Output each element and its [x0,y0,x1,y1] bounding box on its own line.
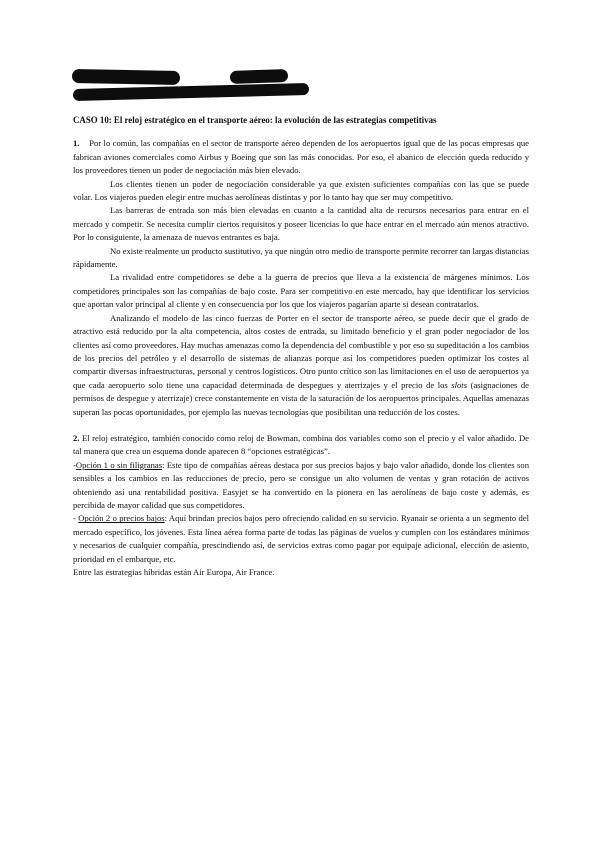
section2-intro-text: El reloj estratégico, también conocido como reloj de Bowman, combina dos variables como son el precio y el valor añadido. De tal manera que crea un esquema donde aparecen 8 “opciones estratégicas”. [73,432,529,457]
option1-paragraph [73,459,529,513]
hybrid-strategies-line: Entre las estrategias híbridas están Air Europa, Air France. [73,567,275,577]
option2-prefix: - [73,513,79,524]
option2-paragraph [73,512,529,566]
section1-paragraph1 [73,137,529,177]
section2-intro [73,432,529,459]
section1-paragraph6 [73,312,529,419]
redacted-course-block [73,83,309,101]
section1-paragraph5: La rivalidad entre competidores se debe a la guerra de precios que lleva a la existencia de márgenes mínimos. Los competidores principales son las compañías de bajo coste. Para ser competitivo en este mercado, hay que identificar los servicios que aportan valor principal al cliente y en consecuencia por los que los viajeros pagarían aparte si desean contratarlos. [73,272,529,310]
section-gap [73,419,529,432]
document-body [73,114,529,579]
redacted-name-block [72,69,180,85]
section1-p6-text-a: Analizando el modelo de las cinco fuerzas de Porter en el sector de transporte aéreo, se puede decir que el grado de atractivo está reducido por la alta competencia, altos costes de entrada, su limitado beneficio y el gran poder negociador de los clientes así como proveedores. Hay muchas amenazas como la dependencia del combustible y por eso su supeditación a los cambios de los precios del petróleo y el desarrollo de sistemas de alianzas porque así los competidores pueden optimizar los costes al compartir diversas infraestructuras, personal y centros logísticos. Otro punto crítico son las limitaciones en el uso de aeropuertos ya que cada aeropuerto solo tiene una capacidad determinada de despegues y aterrizajes y el precio de los [73,312,529,390]
redacted-date-block [230,69,288,84]
document-title: CASO 10: El reloj estratégico en el transporte aéreo: la evolución de las estrategias competitivas [73,115,437,125]
option2-text: : Aquí brindan precios bajos pero ofreciendo calidad en su servicio. Ryanair se orienta a un segmento del mercado específico, los jóvenes. Esta línea aérea forma parte de todas las páginas de vuelos y cumplen con los estándares mínimos y necesarios de cualquier compañía, prescindiendo así, de servicios extras como pagar por equipaje adicional, elección de asiento, prioridad en el embarque, etc. [73,513,530,564]
section1-number: 1. [73,138,80,149]
option1-label: Opción 1 o sin filigranas [75,459,163,470]
section1-p1-text: Por lo común, las compañías en el sector de transporte aéreo dependen de los aeropuertos igual que de las pocas empresas que fabrican aviones comerciales como Airbus y Boeing que son las más conocidas. Por eso, el abanico de elección queda reducido y los proveedores tienen un poder de negociación más bien elevado. [73,138,529,176]
section1-paragraph2: Los clientes tienen un poder de negociación considerable ya que existen suficientes compañías con las que se puede volar. Los viajeros pueden elegir entre muchas aerolíneas distintas y por lo tanto hay que ser muy competitivo. [73,178,529,203]
section1-paragraph4: No existe realmente un producto sustitutivo, ya que ningún otro medio de transporte permite recorrer tan largas distancias rápidamente. [73,245,529,270]
section1-paragraph3: Las barreras de entrada son más bien elevadas en cuanto a la cantidad alta de recursos necesarios para entrar en el mercado y competir. Se necesita cumplir ciertos requisitos y poseer licencias lo que hace entrar en el mercado aún menos atractivo. Por lo consiguiente, la amenaza de nuevos entrantes es baja. [73,205,529,243]
option1-text: : Este tipo de compañías aéreas destaca por sus precios bajos y bajo valor añadido, donde los clientes son sensibles a los cambios en las reducciones de precio, pero se consigue un alto volumen de ventas y gran rotación de activos obteniendo así una rentabilidad positiva. Easyjet se ha convertido en la pionera en las aerolíneas de bajo coste y además, es percibida de mayor calidad que sus competidores. [73,459,529,510]
option2-label: Opción 2 o precios bajos [78,513,165,524]
slots-term: slots [451,379,468,390]
section1-p6-text-b: (asignaciones de permisos de despegue y aterrizaje) crece constantemente en vista de la saturación de los aeropuertos principales. Aquellas amenazas superan las pocas oportunidades, por ejemplo las nuevas tecnologías que posibilitan una reducción de los costes. [73,379,529,417]
option1-prefix: - [73,459,76,470]
section2-number: 2. [73,432,80,443]
